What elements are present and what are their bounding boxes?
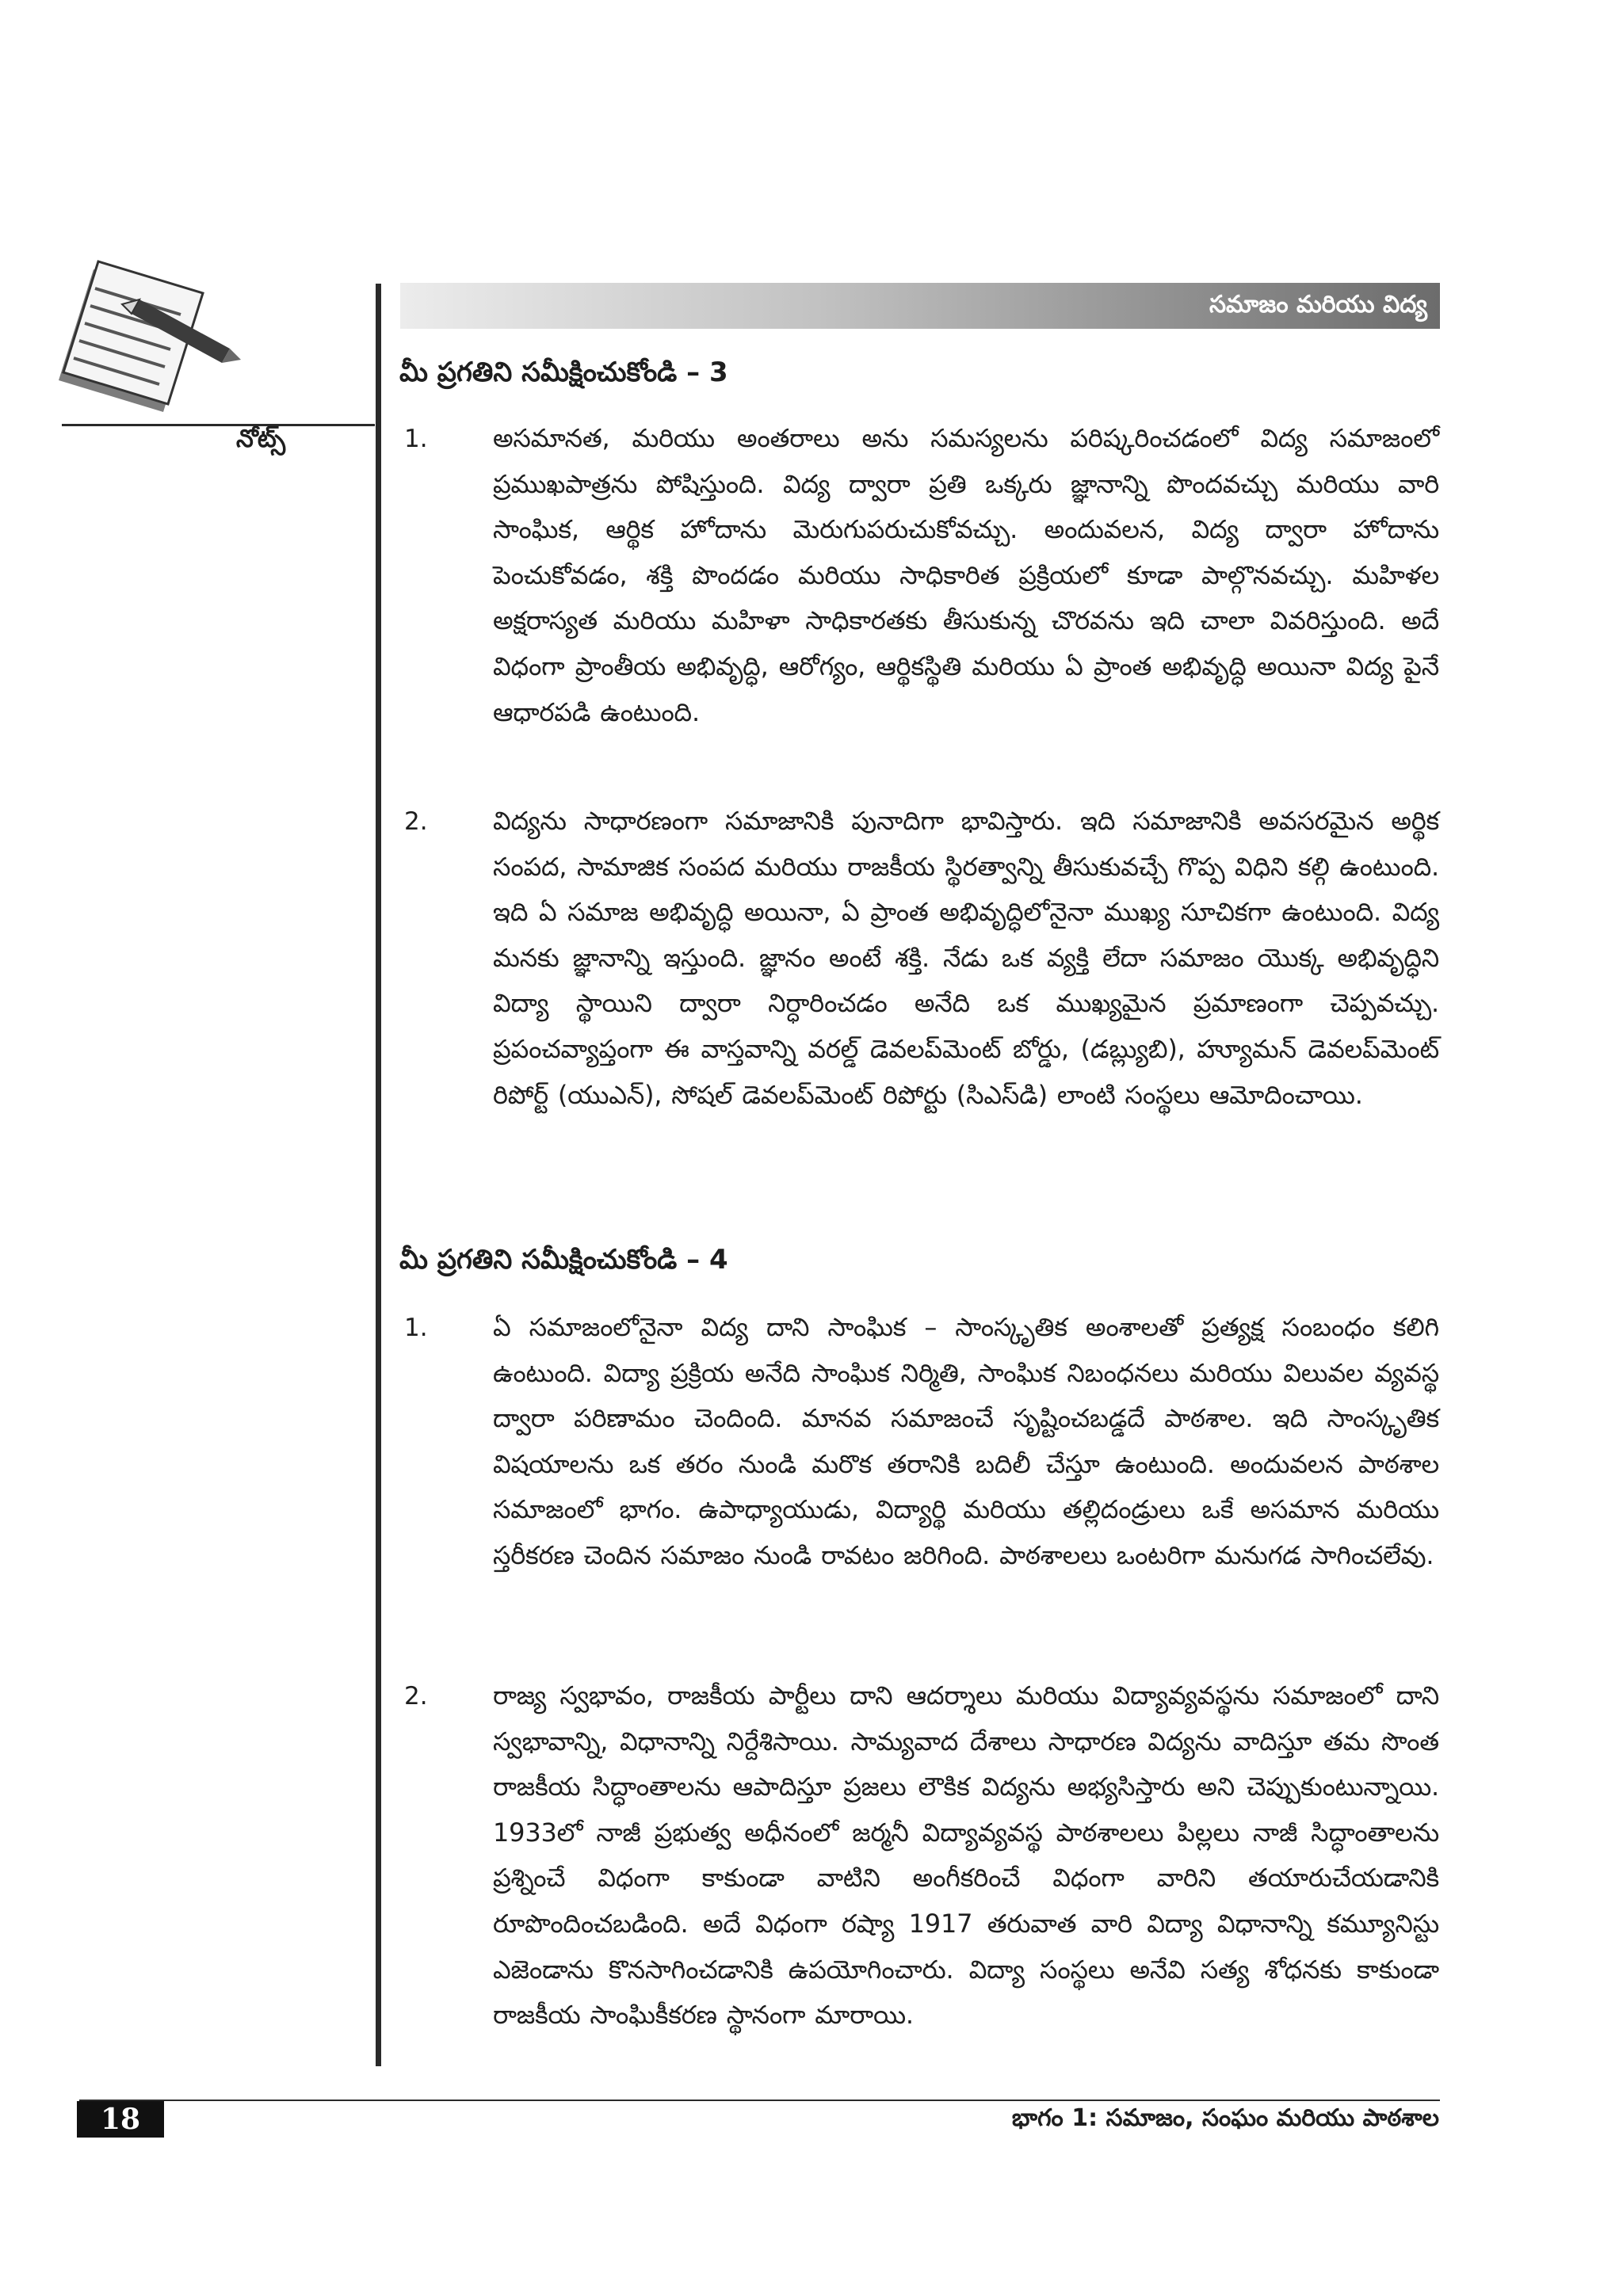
footer-title: భాగం 1: సమాజం, సంఘం మరియు పాఠశాల [1011, 2104, 1439, 2132]
notes-label: నోట్స్ [236, 425, 286, 453]
item-text: రాజ్య స్వభావం, రాజకీయ పార్టీలు దాని ఆదర్శాలు మరియు విద్యావ్యవస్థను సమాజంలో దాని స్వభావాన్ని, విధానాన్ని నిర్దేశిసాయి. సామ్యవాద దేశాలు సాధారణ విద్యను వాదిస్తూ తమ సొంత రాజకీయ సిద్ధాంతాలను ఆపాదిస్తూ ప్రజలు లౌకిక విద్యను అభ్యసిస్తారు అని చెప్పుకుంటున్నాయి. 1933లో నాజీ ప్రభుత్వ అధీనంలో జర్మనీ విద్యావ్యవస్థ పాఠశాలలు పిల్లలు నాజీ సిద్ధాంతాలను ప్రశ్నించే విధంగా కాకుండా వాటిని అంగీకరించే విధంగా వారిని తయారుచేయడానికి రూపొందించబడింది. అదే విధంగా రష్యా 1917 తరువాత వారి విద్యా విధానాన్ని కమ్యూనిస్టు ఎజెండాను కొనసాగించడానికి ఉపయోగించారు. విద్యా సంస్థలు అనేవి సత్య శోధనకు కాకుండా రాజకీయ సాంఘికీకరణ స్థానంగా మారాయి. [493, 1680, 1439, 2031]
notes-divider [62, 424, 375, 426]
list-item [399, 1673, 1439, 2039]
margin-vertical-rule [376, 284, 381, 2066]
footer-rule [79, 2100, 1440, 2101]
item-number: 2. [404, 807, 428, 836]
item-number: 1. [404, 1314, 428, 1342]
item-text: విద్యను సాధారణంగా సమాజానికి పునాదిగా భావిస్తారు. ఇది సమాజానికి అవసరమైన అర్థిక సంపద, సామాజిక సంపద మరియు రాజకీయ స్థిరత్వాన్ని తీసుకువచ్చే గొప్ప విధిని కల్గి ఉంటుంది. ఇది ఏ సమాజ అభివృద్ధి అయినా, ఏ ప్రాంత అభివృద్ధిలోనైనా ముఖ్య సూచికగా ఉంటుంది. విద్య మనకు జ్ఞానాన్ని ఇస్తుంది. జ్ఞానం అంటే శక్తి. నేడు ఒక వ్యక్తి లేదా సమాజం యొక్క అభివృద్ధిని విద్యా స్థాయిని ద్వారా నిర్ధారించడం అనేది ఒక ముఖ్యమైన ప్రమాణంగా చెప్పవచ్చు. ప్రపంచవ్యాప్తంగా ఈ వాస్తవాన్ని వరల్డ్ డెవలప్‌మెంట్ బోర్డు, (డబ్ల్యుబి), హ్యూమన్ డెవలప్‌మెంట్ రిపోర్ట్ (యుఎన్), సోషల్ డెవలప్‌మెంట్ రిపోర్టు (సిఎస్‌డి) లాంటి సంస్థలు ఆమోదించాయి. [493, 806, 1439, 1110]
item-number: 1. [404, 425, 428, 453]
list-item [399, 416, 1439, 735]
list-item [399, 799, 1439, 1118]
page-number: 18 [77, 2101, 164, 2138]
chapter-header-bar [400, 283, 1440, 329]
item-number: 2. [404, 1682, 428, 1711]
chapter-header-title: సమాజం మరియు విద్య [1209, 291, 1427, 318]
section-title: మీ ప్రగతిని సమీక్షించుకోండి – 3 [399, 357, 728, 388]
section-title: మీ ప్రగతిని సమీక్షించుకోండి – 4 [399, 1244, 728, 1276]
notepad-pencil-icon [46, 255, 244, 421]
item-text: ఏ సమాజంలోనైనా విద్య దాని సాంఘిక – సాంస్కృతిక అంశాలతో ప్రత్యక్ష సంబంధం కలిగి ఉంటుంది. విద్యా ప్రక్రియ అనేది సాంఘిక నిర్మితి, సాంఘిక నిబంధనలు మరియు విలువల వ్యవస్థ ద్వారా పరిణామం చెందింది. మానవ సమాజంచే సృష్టించబడ్డదే పాఠశాల. ఇది సాంస్కృతిక విషయాలను ఒక తరం నుండి మరొక తరానికి బదిలీ చేస్తూ ఉంటుంది. అందువలన పాఠశాల సమాజంలో భాగం. ఉపాధ్యాయుడు, విద్యార్థి మరియు తల్లిదండ్రులు ఒకే అసమాన మరియు స్తరీకరణ చెందిన సమాజం నుండి రావటం జరిగింది. పాఠశాలలు ఒంటరిగా మనుగడ సాగించలేవు. [493, 1312, 1439, 1570]
item-text: అసమానత, మరియు అంతరాలు అను సమస్యలను పరిష్కరించడంలో విద్య సమాజంలో ప్రముఖపాత్రను పోషిస్తుంది. విద్య ద్వారా ప్రతి ఒక్కరు జ్ఞానాన్ని పొందవచ్చు మరియు వారి సాంఘిక, ఆర్థిక హోదాను మెరుగుపరుచుకోవచ్చు. అందువలన, విద్య ద్వారా హోదాను పెంచుకోవడం, శక్తి పొందడం మరియు సాధికారిత ప్రక్రియలో కూడా పాల్గొనవచ్చు. మహిళల అక్షరాస్యత మరియు మహిళా సాధికారతకు తీసుకున్న చొరవను ఇది చాలా వివరిస్తుంది. అదే విధంగా ప్రాంతీయ అభివృద్ధి, ఆరోగ్యం, ఆర్థికస్థితి మరియు ఏ ప్రాంత అభివృద్ధి అయినా విద్య పైనే ఆధారపడి ఉంటుంది. [493, 423, 1439, 727]
list-item [399, 1305, 1439, 1579]
